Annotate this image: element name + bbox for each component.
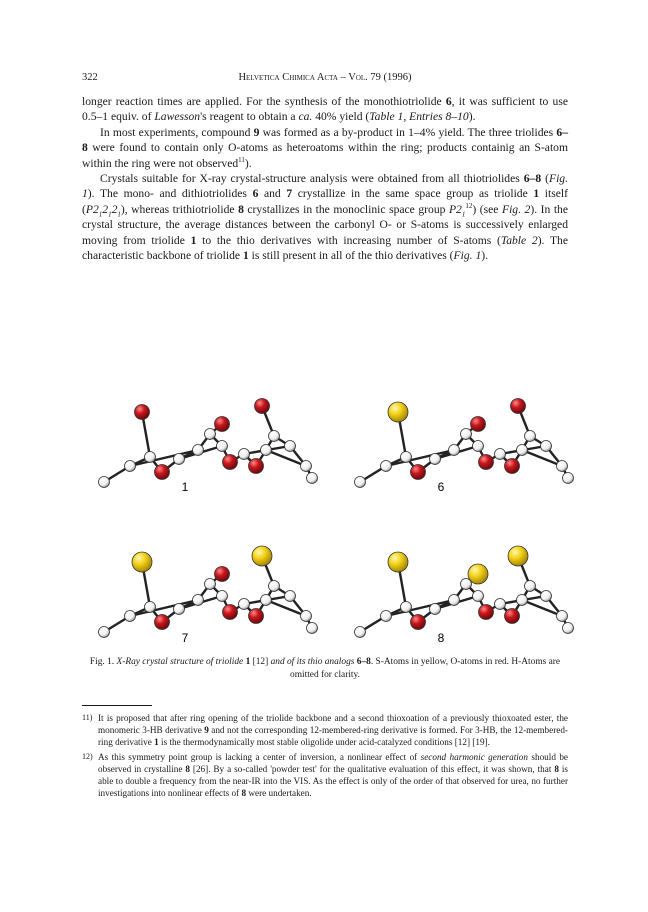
body-text [82,94,568,263]
carbon-atom [269,581,280,592]
figure-caption: Fig. 1. X-Ray crystal structure of triolide 1 [12] and of its thio analogs 6–8. S-Atoms in yellow, O-atoms in red. H-Atoms are omitted for clarity. [89,657,561,680]
oxygen-atom [215,417,230,432]
carbon-atom [285,591,296,602]
footnote-mark: 11) [82,713,93,722]
carbon-atom [355,477,366,488]
carbon-atom [174,604,185,615]
carbon-atom [217,441,228,452]
footnotes [82,712,568,801]
oxygen-atom [249,609,264,624]
oxygen-atom [479,455,494,470]
oxygen-atom [411,615,426,630]
carbon-atom [307,473,318,484]
carbon-atom [525,431,536,442]
space-group-2: $P2_1$ [448,202,466,219]
structure-label-6: 6 [437,480,445,494]
carbon-atom [99,627,110,638]
page-number: 322 [82,72,98,83]
carbon-atom [461,579,472,590]
carbon-atom [525,581,536,592]
carbon-atom [307,623,318,634]
carbon-atom [495,599,506,610]
carbon-atom [381,611,392,622]
carbon-atom [473,591,484,602]
oxygen-atom [249,459,264,474]
carbon-atom [125,461,136,472]
carbon-atom [563,623,574,634]
footnote-ref-11: 11 [238,155,245,164]
carbon-atom [557,461,568,472]
oxygen-atom [223,455,238,470]
carbon-atom [261,595,272,606]
structure-label-7: 7 [181,631,189,645]
carbon-atom [99,477,110,488]
structure-label-8: 8 [437,631,445,645]
paragraph-3: Crystals suitable for X-ray crystal-structure analysis were obtained from all thiotriolides 6–8 (Fig. 1). The mono- and dithiotriolides 6 and 7 crystallize in the same space group as triolide 1 itself $(P2_12_12_1)$, whereas trithiotriolide 8 crystallizes in the monoclinic space group $P2_1^{12}$) (see Fig. 2). In the crystal structure, the average distances between the carbonyl O- or S-atoms is successively enlarged moving from triolide 1 to the thio derivatives with increasing number of S-atoms (Table 2). The characteristic backbone of triolide 1 is still present in all of the thio derivatives (Fig. 1). [82,172,568,263]
carbon-atom [145,602,156,613]
carbon-atom [193,595,204,606]
bond [130,600,198,616]
bond [386,600,454,616]
carbon-atom [125,611,136,622]
carbon-atom [563,473,574,484]
crystal-structures-figure [60,352,590,652]
carbon-atom [355,627,366,638]
page-header [82,72,568,86]
carbon-atom [239,599,250,610]
footnote-mark: 12) [82,751,93,761]
carbon-atom [430,454,441,465]
oxygen-atom [479,605,494,620]
carbon-atom [205,429,216,440]
carbon-atom [495,449,506,460]
figure-1 [60,352,590,652]
footnote-ref-12: 12 [465,201,473,210]
sulfur-atom [508,546,528,566]
oxygen-atom [155,615,170,630]
sulfur-atom [388,552,408,572]
footnote-rule [82,705,152,706]
carbon-atom [301,611,312,622]
structure-label-1: 1 [181,480,189,494]
oxygen-atom [411,465,426,480]
carbon-atom [557,611,568,622]
sulfur-atom [252,546,272,566]
molecule-1 [99,399,318,488]
space-group-1: $P2_12_12_1$ [85,202,121,219]
carbon-atom [473,441,484,452]
carbon-atom [285,441,296,452]
carbon-atom [517,595,528,606]
oxygen-atom [135,405,150,420]
carbon-atom [541,441,552,452]
oxygen-atom [505,609,520,624]
carbon-atom [449,595,460,606]
oxygen-atom [255,399,270,414]
carbon-atom [430,604,441,615]
footnote-12: 12) As this symmetry point group is lacking a center of inversion, a nonlinear effect of second harmonic generation should be observed in crystalline 8 [26]. By a so-called 'powder test' for the qualitative evaluation of this effect, it was shown, that 8 is able to double a frequency from the near-IR into the VIS. As the effect is only of the order of that observed for urea, no further investigations into nonlinear effects of 8 were undertaken. [82,751,568,799]
carbon-atom [239,449,250,460]
molecule-6 [355,399,574,488]
carbon-atom [193,445,204,456]
footnote-11: 11) It is proposed that after ring opening of the triolide backbone and a second thioxoation of a previously thioxoated ester, the monomeric 3-HB derivative 9 and not the corresponding 12-membered-ring derivative is formed. For 3-HB, the 12-membered-ring derivative 1 is the thermodynamically most stable oligolide under acid-catalyzed conditions [12] [19]. [82,713,568,748]
bond [130,450,198,466]
molecule-8 [355,546,574,638]
oxygen-atom [471,417,486,432]
carbon-atom [269,431,280,442]
paragraph-1: longer reaction times are applied. For the synthesis of the monothiotriolide 6, it was sufficient to use 0.5–1 equiv. of Lawesson's reagent to obtain a ca. 40% yield (Table 1, Entries 8–10). [82,95,568,124]
oxygen-atom [511,399,526,414]
oxygen-atom [215,567,230,582]
carbon-atom [381,461,392,472]
carbon-atom [145,452,156,463]
carbon-atom [401,452,412,463]
carbon-atom [517,445,528,456]
oxygen-atom [155,465,170,480]
carbon-atom [205,579,216,590]
paragraph-2: In most experiments, compound 9 was formed as a by-product in 1–4% yield. The three triolides 6–8 were found to contain only O-atoms as heteroatoms within the ring; products containig an S-atom within the ring were not observed$^{11}$). [82,125,568,170]
bond [386,450,454,466]
molecule-7 [99,546,318,638]
sulfur-atom [132,552,152,572]
carbon-atom [301,461,312,472]
carbon-atom [461,429,472,440]
carbon-atom [401,602,412,613]
oxygen-atom [223,605,238,620]
oxygen-atom [505,459,520,474]
carbon-atom [174,454,185,465]
carbon-atom [449,445,460,456]
carbon-atom [261,445,272,456]
sulfur-atom [388,402,408,422]
carbon-atom [541,591,552,602]
running-head: Helvetica Chimica Acta – Vol. 79 (1996) [238,72,412,83]
carbon-atom [217,591,228,602]
